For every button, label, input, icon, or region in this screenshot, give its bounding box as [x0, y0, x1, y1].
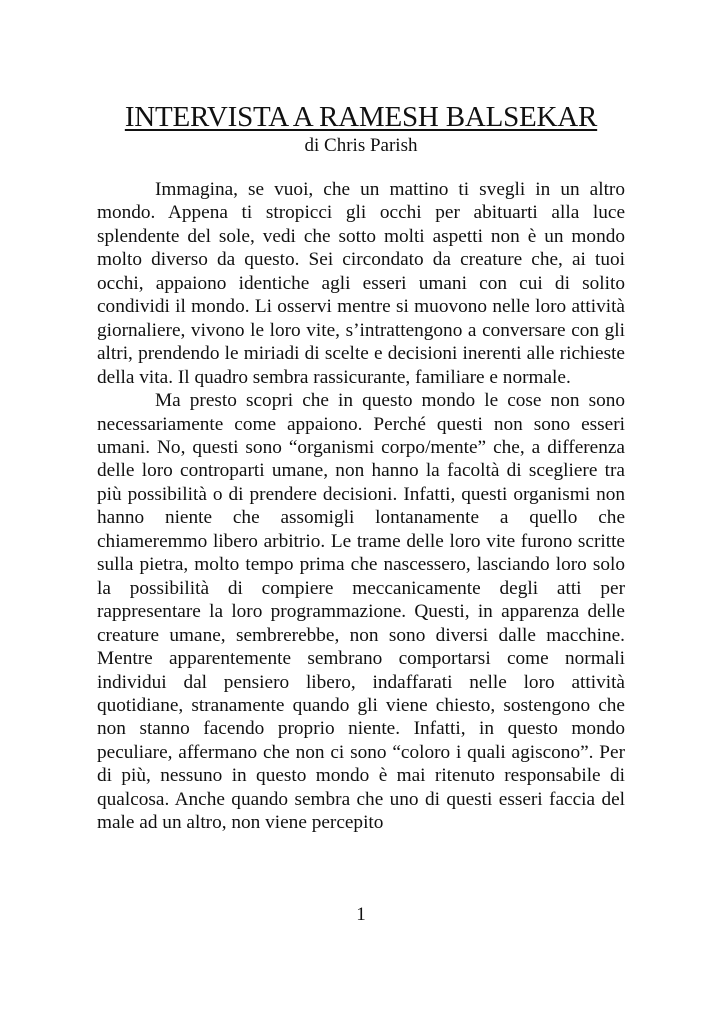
document-author: di Chris Parish	[304, 135, 418, 156]
document-title: INTERVISTA A RAMESH BALSEKAR	[124, 101, 598, 133]
document-page	[97, 0, 625, 1024]
paragraph: Ma presto scopri che in questo mondo le cose non sono necessariamente come appaiono. Perché questi non sono esseri umani. No, questi sono “organismi corpo/mente” che, a differenza delle loro controparti umane, non hanno la facoltà di scegliere tra più possibilità o di prendere decisioni. Infatti, questi organismi non hanno niente che assomigli lontanamente a quello che chiameremmo libero arbitrio. Le trame delle loro vite furono scritte sulla pietra, molto tempo prima che nascessero, lasciando loro solo la possibilità di compiere meccanicamente degli atti per rappresentare la loro programmazione. Questi, in apparenza delle creature umane, sembrerebbe, non sono diversi dalle macchine. Mentre apparentemente sembrano comportarsi come normali individui dal pensiero libero, indaffarati nelle loro attività quotidiane, stranamente quando gli viene chiesto, sostengono che non stanno facendo proprio niente. Infatti, in questo mondo peculiare, affermano che non ci sono “coloro i quali agiscono”. Per di più, nessuno in questo mondo è mai ritenuto responsabile di qualcosa. Anche quando sembra che uno di questi esseri faccia del male ad un altro, non viene percepito	[97, 390, 625, 834]
page-number: 1	[356, 904, 366, 925]
paragraph: Immagina, se vuoi, che un mattino ti svegli in un altro mondo. Appena ti stropicci gli occhi per abituarti alla luce splendente del sole, vedi che sotto molti aspetti non è un mondo molto diverso da questo. Sei circondato da creature che, ai tuoi occhi, appaiono identiche agli esseri umani con cui di solito condividi il mondo. Li osservi mentre si muovono nelle loro attività giornaliere, vivono le loro vite, s’intrattengono a conversare con gli altri, prendendo le miriadi di scelte e decisioni inerenti alle richieste della vita. Il quadro sembra rassicurante, familiare e normale.	[97, 179, 625, 388]
document-body	[97, 178, 625, 835]
